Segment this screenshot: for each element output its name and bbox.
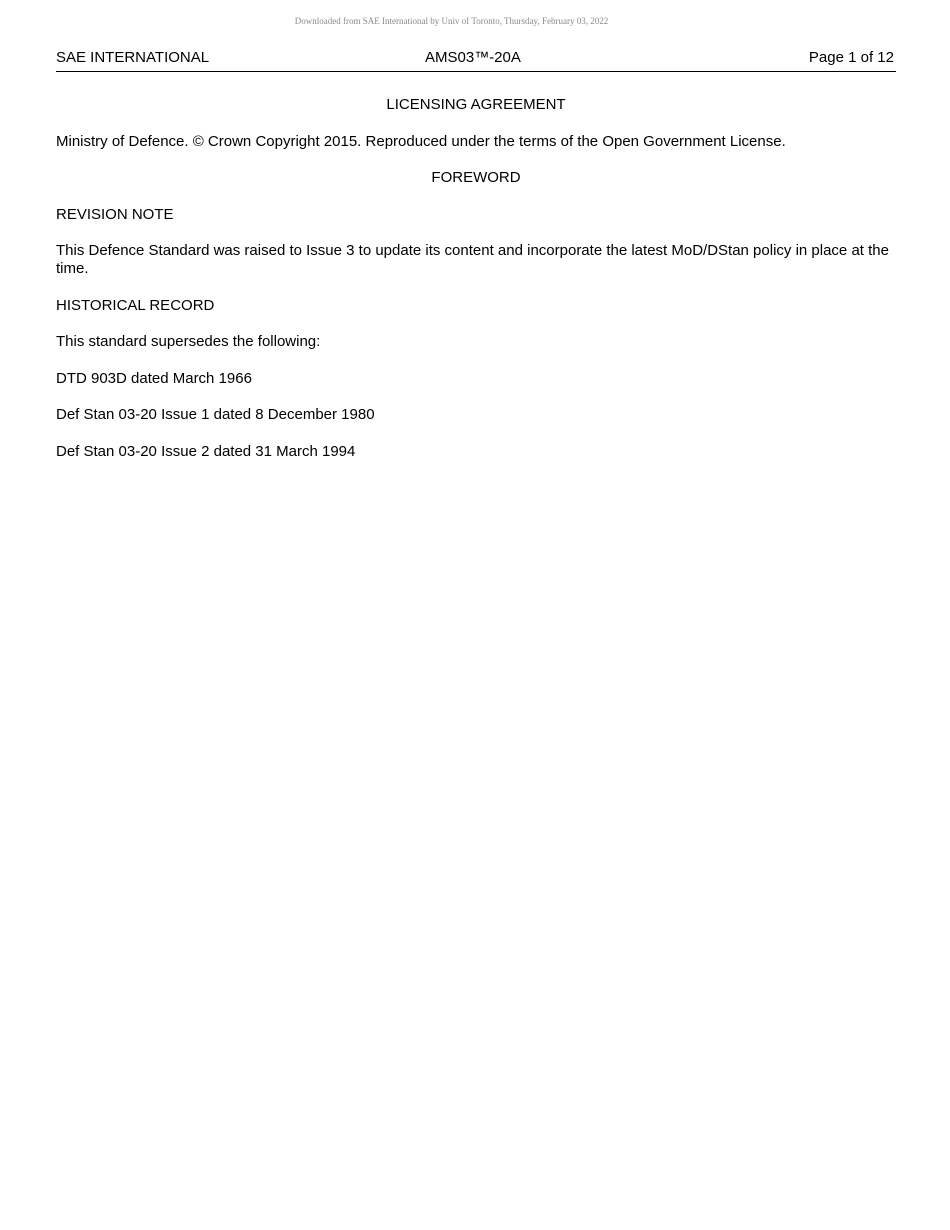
download-watermark: Downloaded from SAE International by Univ of Toronto, Thursday, February 03, 2022	[294, 16, 609, 26]
revision-text: This Defence Standard was raised to Issue 3 to update its content and incorporate the latest MoD/DStan policy in place at the time.	[56, 242, 889, 277]
historical-heading: HISTORICAL RECORD	[56, 296, 215, 314]
header-document-id: AMS03™-20A	[425, 49, 521, 66]
page-header	[56, 49, 896, 72]
historical-record-item: DTD 903D dated March 1966	[56, 369, 252, 387]
licensing-heading: LICENSING AGREEMENT	[386, 96, 566, 113]
foreword-heading: FOREWORD	[431, 169, 521, 186]
document-body	[56, 96, 896, 479]
header-page-number: Page 1 of 12	[808, 49, 894, 66]
revision-heading: REVISION NOTE	[56, 205, 174, 223]
historical-record-item: Def Stan 03-20 Issue 1 dated 8 December 1980	[56, 406, 375, 423]
header-organization: SAE INTERNATIONAL	[56, 49, 210, 66]
historical-record-item: Def Stan 03-20 Issue 2 dated 31 March 1994	[56, 442, 356, 460]
licensing-text: Ministry of Defence. © Crown Copyright 2015. Reproduced under the terms of the Open Government License.	[56, 132, 786, 150]
supersedes-text: This standard supersedes the following:	[56, 333, 321, 350]
